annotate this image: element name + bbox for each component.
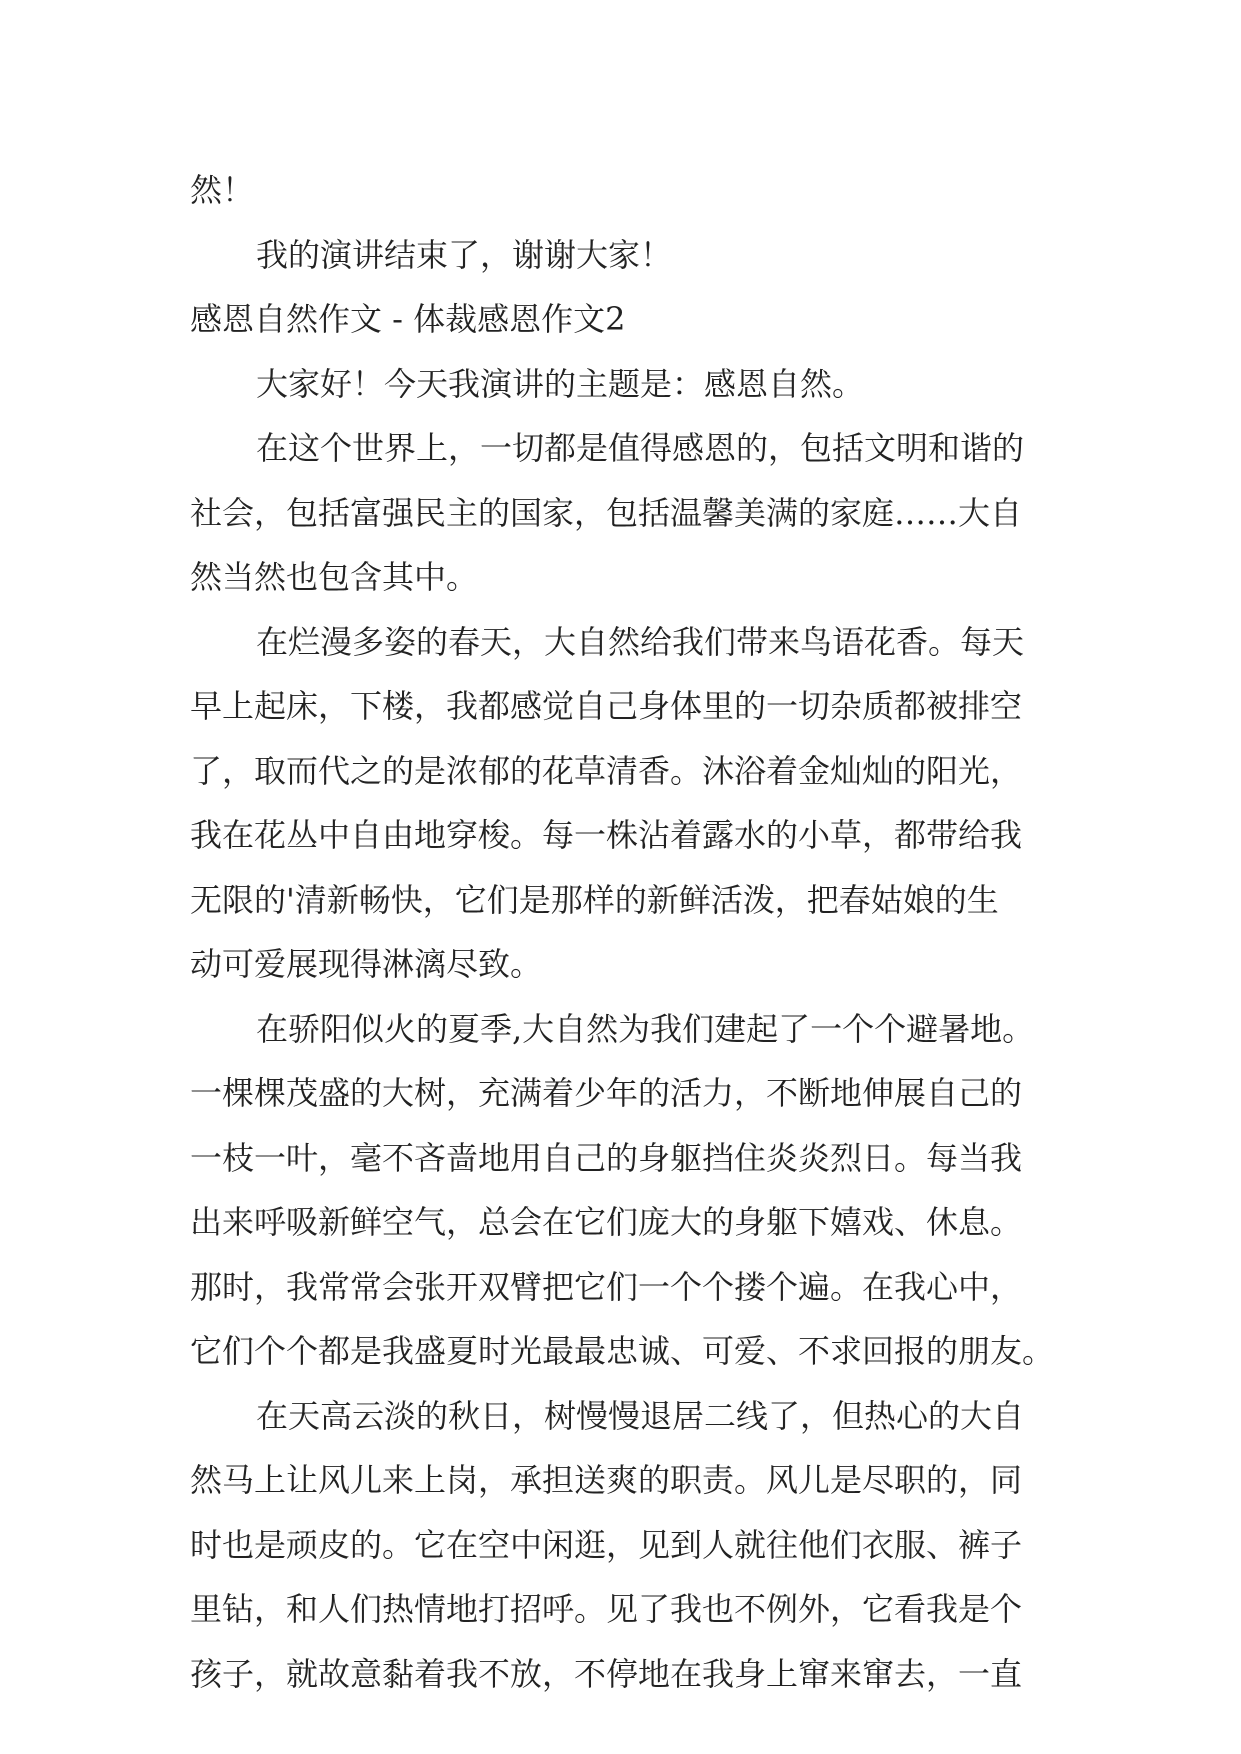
text-line: 在烂漫多姿的春天，大自然给我们带来鸟语花香。每天 bbox=[256, 622, 1025, 661]
text-line: 在天高云淡的秋日，树慢慢退居二线了，但热心的大自 bbox=[256, 1396, 1025, 1435]
text-line: 社会，包括富强民主的国家，包括温馨美满的家庭……大自 bbox=[190, 493, 1023, 532]
text-line: 出来呼吸新鲜空气，总会在它们庞大的身躯下嬉戏、休息。 bbox=[190, 1203, 1023, 1241]
text-line: 无限的'清新畅快，它们是那样的新鲜活泼，把春姑娘的生 bbox=[190, 880, 999, 919]
text-line: 动可爱展现得淋漓尽致。 bbox=[190, 945, 543, 983]
text-line: 然！ bbox=[190, 171, 255, 209]
text-line: 我在花丛中自由地穿梭。每一株沾着露水的小草，都带给我 bbox=[190, 816, 1023, 854]
text-line: 感恩自然作文 - 体裁感恩作文2 bbox=[190, 300, 626, 338]
text-line: 在骄阳似火的夏季,大自然为我们建起了一个个避暑地。 bbox=[256, 1009, 1035, 1048]
text-line: 里钻，和人们热情地打招呼。见了我也不例外，它看我是个 bbox=[190, 1590, 1023, 1628]
text-line: 一棵棵茂盛的大树，充满着少年的活力，不断地伸展自己的 bbox=[190, 1074, 1023, 1112]
text-line: 一枝一叶，毫不吝啬地用自己的身躯挡住炎炎烈日。每当我 bbox=[190, 1138, 1023, 1177]
document-body bbox=[190, 158, 1070, 1706]
text-line: 然当然也包含其中。 bbox=[190, 558, 479, 596]
text-line: 大家好！今天我演讲的主题是：感恩自然。 bbox=[256, 364, 865, 403]
text-line: 时也是顽皮的。它在空中闲逛，见到人就往他们衣服、裤子 bbox=[190, 1525, 1023, 1564]
text-line: 孩子，就故意黏着我不放，不停地在我身上窜来窜去，一直 bbox=[190, 1654, 1023, 1693]
text-line: 它们个个都是我盛夏时光最最忠诚、可爱、不求回报的朋友。 bbox=[190, 1332, 1055, 1370]
text-line: 了，取而代之的是浓郁的花草清香。沐浴着金灿灿的阳光， bbox=[190, 751, 1023, 790]
text-line: 在这个世界上，一切都是值得感恩的，包括文明和谐的 bbox=[256, 429, 1025, 467]
text-line: 早上起床，下楼，我都感觉自己身体里的一切杂质都被排空 bbox=[190, 687, 1023, 725]
text-line: 那时，我常常会张开双臂把它们一个个搂个遍。在我心中， bbox=[190, 1267, 1023, 1306]
text-line: 然马上让风儿来上岗，承担送爽的职责。风儿是尽职的，同 bbox=[190, 1461, 1023, 1499]
text-line: 我的演讲结束了，谢谢大家！ bbox=[256, 235, 673, 274]
